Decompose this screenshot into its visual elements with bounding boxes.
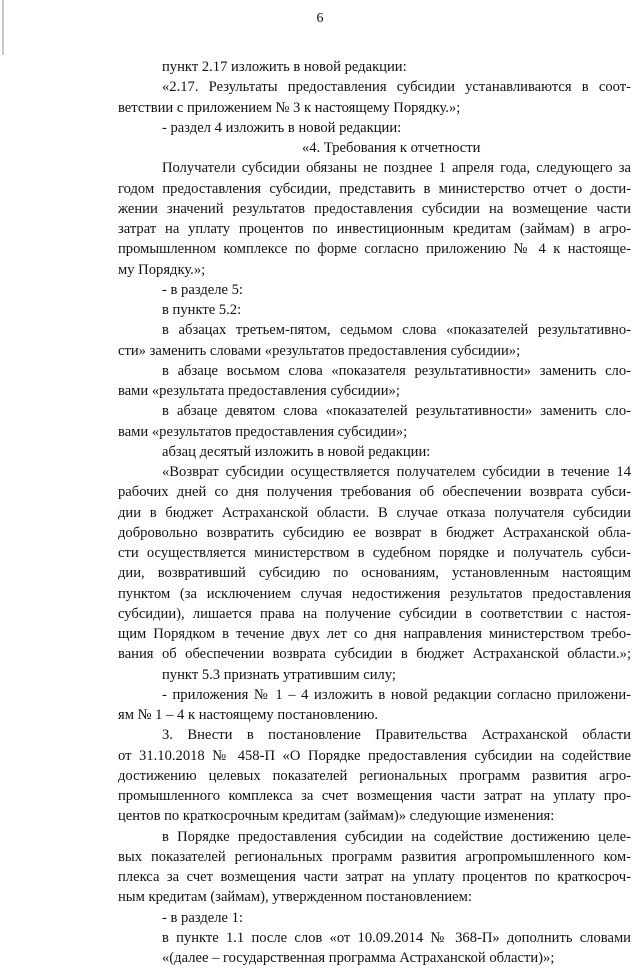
text-line: в абзаце девятом слова «показателей результативности» заменить сло-	[162, 403, 631, 420]
text-line: рабочих дней со дня получения требования об обеспечении возврата субси-	[118, 484, 631, 501]
text-line: затрат на уплату процентов по инвестиционным кредитам (займам) в агро-	[118, 221, 631, 237]
text-line: пункт 5.3 признать утратившим силу;	[162, 666, 396, 683]
text-line: плекса за счет возмещения части затрат на уплату процентов по краткосроч-	[118, 869, 631, 885]
page-number: 6	[316, 11, 324, 26]
text-line: жении значений результатов предоставления субсидии на возмещение части	[118, 200, 631, 217]
text-line: «2.17. Результаты предоставления субсидии устанавливаются в соот-	[162, 79, 631, 96]
text-line: в абзаце восьмом слова «показателя результативности» заменить сло-	[162, 362, 631, 379]
text-line: от 31.10.2018 № 458-П «О Порядке предоставления субсидии на содействие	[118, 747, 631, 764]
text-line: субсидии), лишается права на получение субсидии в соответствии с настоя-	[118, 605, 631, 622]
section-heading: «4. Требования к отчетности	[302, 140, 481, 156]
text-line: - раздел 4 изложить в новой редакции:	[162, 119, 402, 136]
text-line: Получатели субсидии обязаны не позднее 1 апреля года, следующего за	[162, 160, 631, 177]
text-line: в абзацах третьем-пятом, седьмом слова «показателей результативно-	[162, 322, 631, 339]
text-line: достижению целевых показателей региональных программ развития агро-	[118, 767, 631, 784]
text-line: добровольно возвратить субсидию ее возврат в бюджет Астраханской обла-	[118, 524, 631, 541]
text-line: в пункте 5.2:	[162, 302, 242, 318]
text-line: годом предоставления субсидии, представить в министерство отчет о дости-	[118, 180, 631, 197]
text-line: - приложения № 1 – 4 изложить в новой редакции согласно приложени-	[162, 686, 631, 703]
text-line: вания об обеспечении возврата субсидии в бюджет Астраханской области.»;	[118, 646, 631, 663]
text-line: вами «результата предоставления субсидии»;	[118, 383, 400, 399]
text-line: пунктом (за исключением случая недостижения результатов предоставления	[118, 585, 631, 602]
text-line: дии в бюджет Астраханской области. В случае отказа получателя субсидии	[118, 504, 631, 521]
document-body	[118, 57, 631, 968]
text-line: щим Порядком в течение двух лет со дня направления министерством требо-	[118, 626, 631, 642]
text-line: - в разделе 5:	[162, 281, 243, 298]
text-line: центов по краткосрочным кредитам (займам)» следующие изменения:	[118, 808, 555, 825]
text-line: сти» заменить словами «результатов предоставления субсидии»;	[118, 342, 521, 359]
text-line: ным кредитам (займам), утвержденном постановлением:	[118, 889, 472, 906]
text-line: ям № 1 – 4 к настоящему постановлению.	[118, 707, 379, 723]
text-line: в пункте 1.1 после слов «от 10.09.2014 № 368-П» дополнить словами	[162, 929, 631, 946]
text-line: промышленном комплексе по форме согласно приложению № 4 к настояще-	[118, 241, 631, 258]
text-line: пункт 2.17 изложить в новой редакции:	[162, 59, 407, 75]
text-line: 3. Внести в постановление Правительства Астраханской области	[162, 727, 631, 744]
text-line: дии, возвративший субсидию по основаниям, установленным настоящим	[118, 565, 631, 582]
text-line: му Порядку.»;	[118, 261, 206, 278]
text-line: - в разделе 1:	[162, 909, 243, 926]
text-line: «Возврат субсидии осуществляется получателем субсидии в течение 14	[162, 464, 631, 480]
text-line: промышленного комплекса за счет возмещения части затрат на уплату про-	[118, 788, 631, 804]
scan-edge-mark	[2, 0, 4, 55]
text-line: сти осуществляется министерством в судебном порядке и получатель субси-	[118, 545, 631, 561]
text-line: ветствии с приложением № 3 к настоящему Порядку.»;	[118, 99, 461, 116]
text-line: в Порядке предоставления субсидии на содействие достижению целе-	[162, 828, 631, 845]
text-line: вами «результатов предоставления субсидии»;	[118, 423, 408, 440]
text-line: вых показателей региональных программ развития агропромышленного ком-	[118, 848, 631, 865]
text-line: «(далее – государственная программа Астраханской области)»;	[162, 950, 555, 966]
text-line: абзац десятый изложить в новой редакции:	[162, 443, 431, 460]
